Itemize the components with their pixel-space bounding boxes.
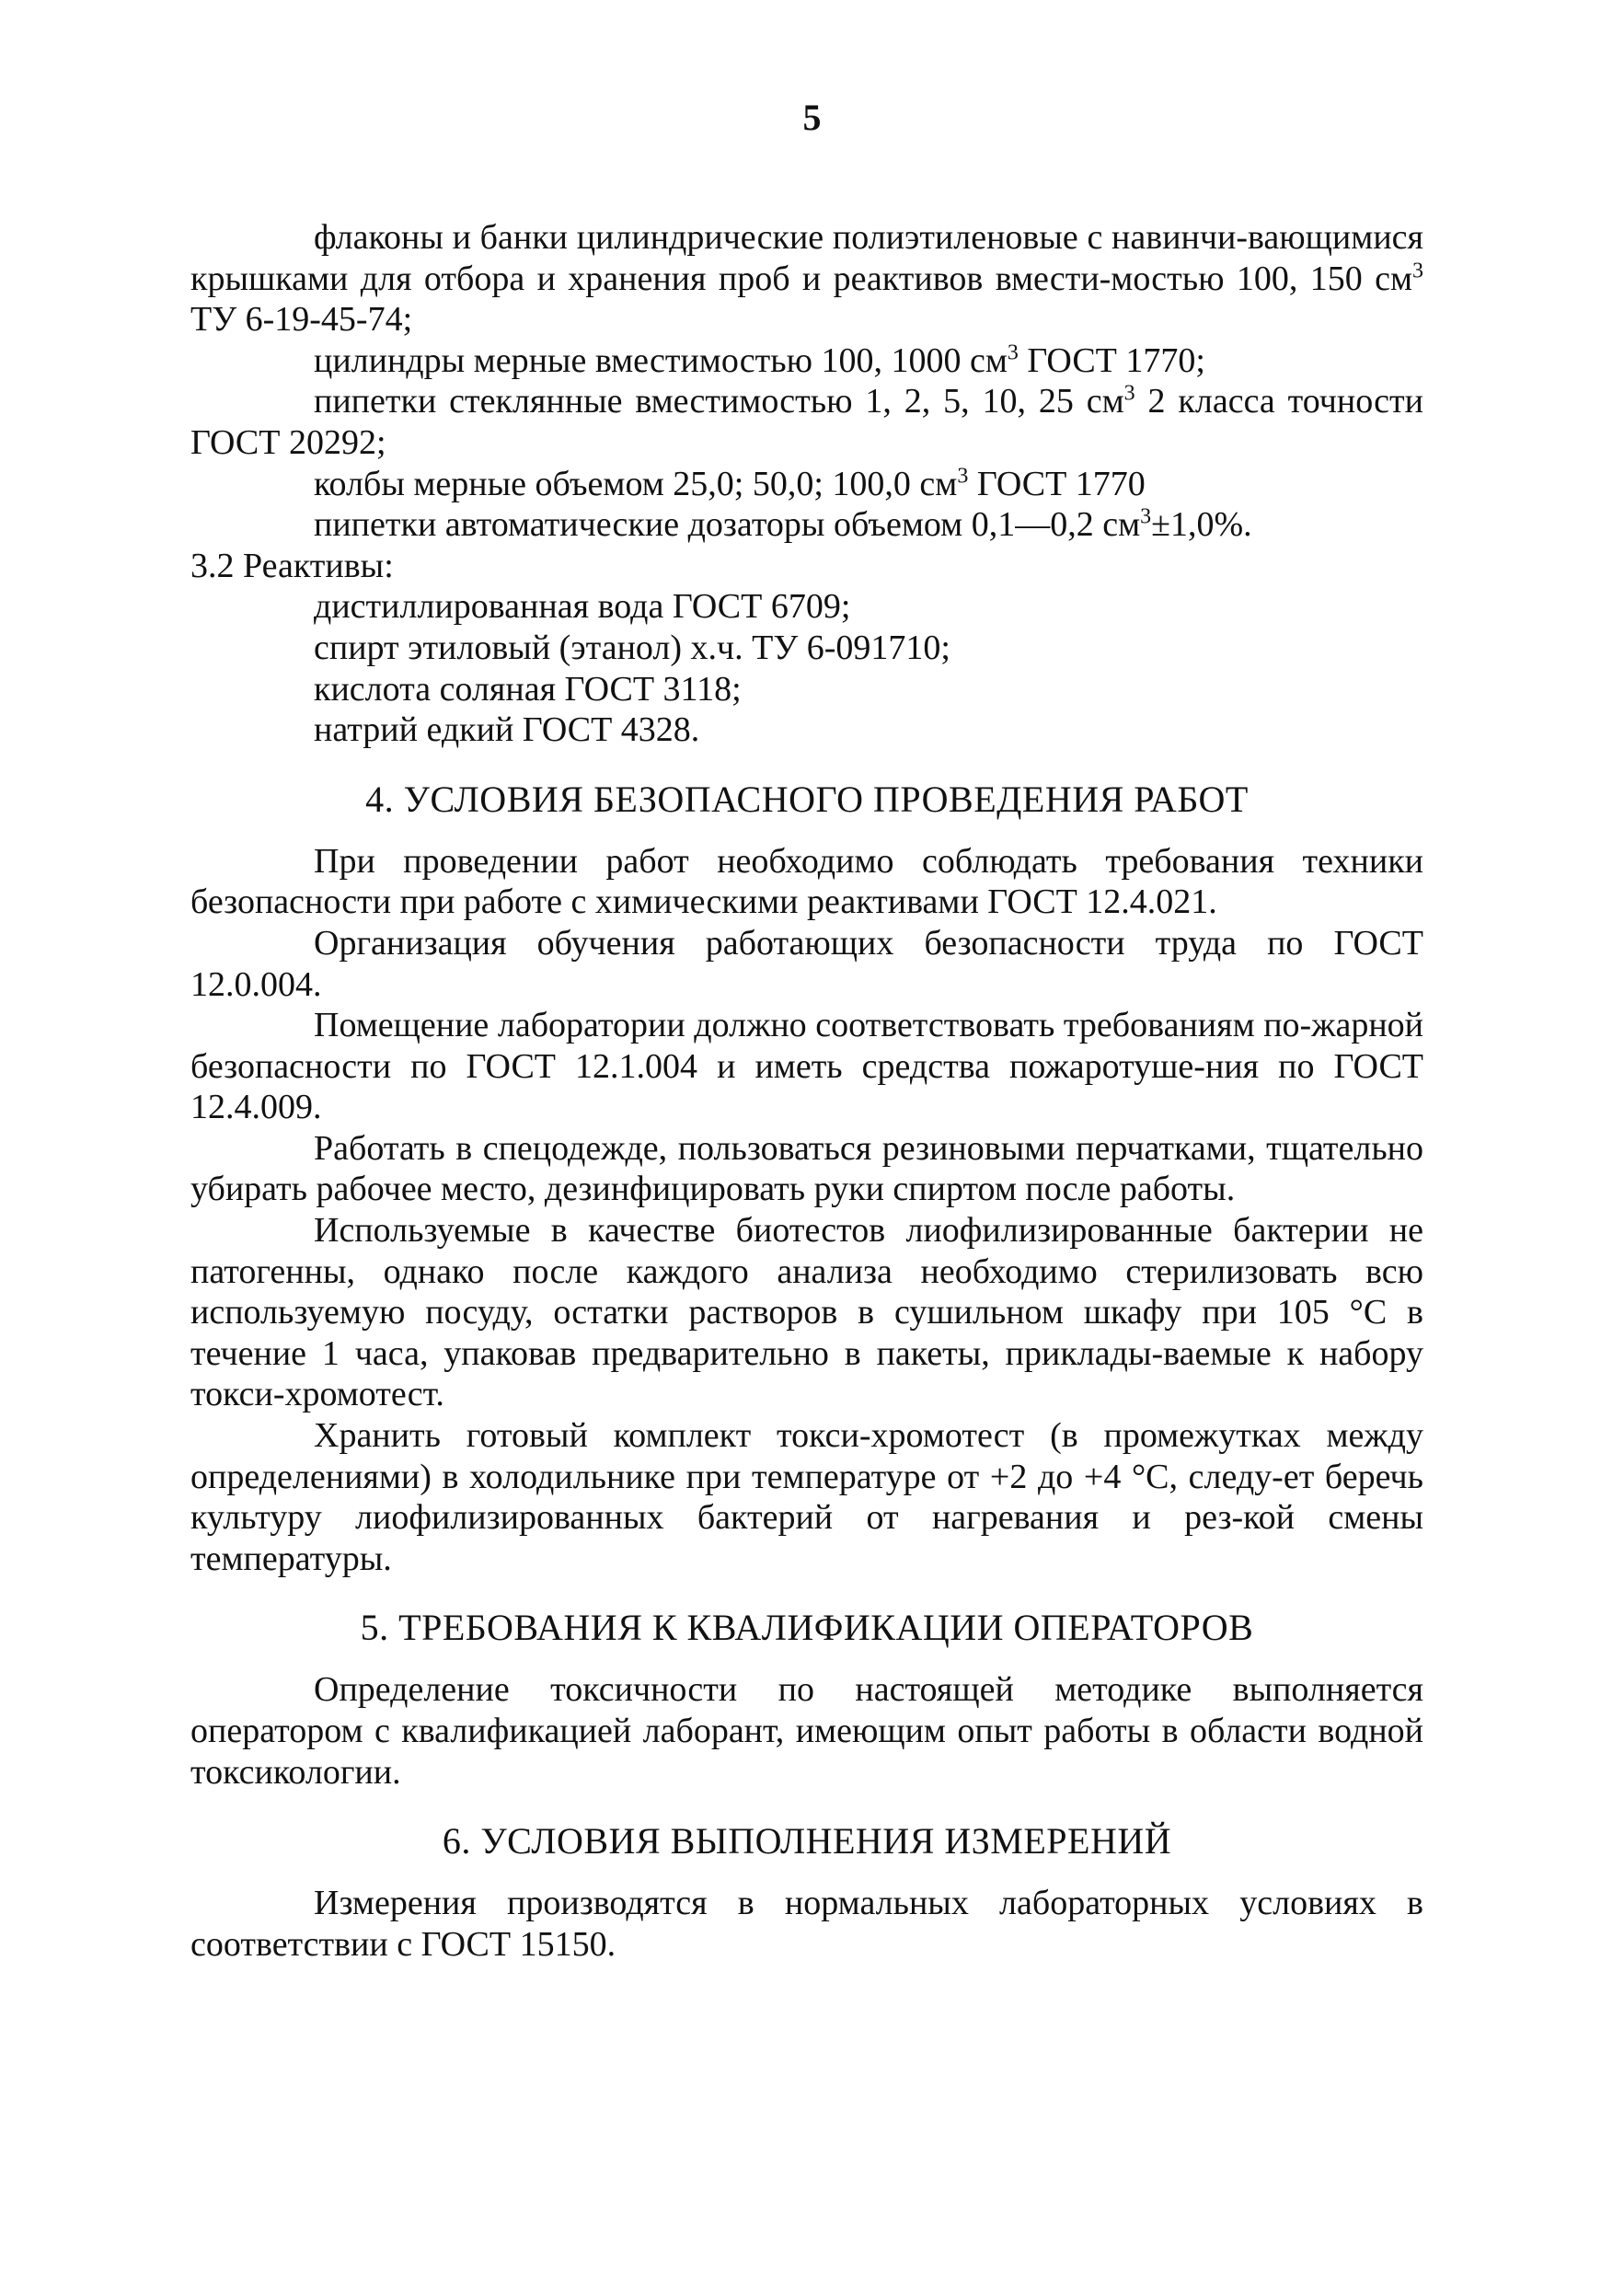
equipment-text: ТУ 6-19-45-74; [190,300,413,340]
section-4-paragraph: Организация обучения работающих безопасности труда по ГОСТ 12.0.004. [190,923,1423,1004]
reagent-item: кислота соляная ГОСТ 3118; [314,669,742,709]
equipment-text: ГОСТ 1770 [968,464,1146,503]
section-4-title: 4. УСЛОВИЯ БЕЗОПАСНОГО ПРОВЕДЕНИЯ РАБОТ [365,778,1249,820]
section-4-paragraph: Используемые в качестве биотестов лиофилизированные бактерии не патогенны, однако после каждого анализа необходимо стерилизовать всю используемую посуду, остатки растворов в сушильном шкафу при 105 °С в течение 1 часа, упаковав предварительно в пакеты, приклады-ваемые к набору токси-хромотест. [190,1211,1423,1414]
page-content [190,217,1423,1965]
section-5-title: 5. ТРЕБОВАНИЯ К КВАЛИФИКАЦИИ ОПЕРАТОРОВ [360,1607,1254,1649]
equipment-text: ГОСТ 1770; [1018,340,1205,380]
superscript: 3 [957,463,969,488]
section-6-paragraph: Измерения производятся в нормальных лабораторных условиях в соответствии с ГОСТ 15150. [190,1884,1423,1964]
equipment-text: колбы мерные объемом 25,0; 50,0; 100,0 см [314,464,958,503]
reagent-item: спирт этиловый (этанол) х.ч. ТУ 6-091710; [314,628,950,667]
equipment-item-flasks [190,464,1423,505]
reagent-item: натрий едкий ГОСТ 4328. [314,710,700,750]
reagent-item: дистиллированная вода ГОСТ 6709; [314,587,851,627]
superscript: 3 [1007,340,1019,365]
equipment-text: ±1,0%. [1151,505,1252,545]
section-5-paragraph: Определение токсичности по настоящей методике выполняется оператором с квалификацией лаборант, имеющим опыт работы в области водной токсикологии. [190,1670,1423,1792]
superscript: 3 [1140,504,1152,529]
equipment-item-cylinders [190,340,1423,382]
section-6-title: 6. УСЛОВИЯ ВЫПОЛНЕНИЯ ИЗМЕРЕНИЙ [442,1820,1172,1863]
section-4-paragraph: При проведении работ необходимо соблюдать требования техники безопасности при работе с химическими реактивами ГОСТ 12.4.021. [190,841,1423,922]
equipment-text: пипетки автоматические дозаторы объемом 0,1—0,2 см [314,505,1141,545]
reagents-heading: 3.2 Реактивы: [190,546,394,585]
equipment-text: флаконы и банки цилиндрические полиэтиленовые с навинчи-вающимися крышками для отбора и хранения проб и реактивов вмести-мостью 100, 150 см [190,218,1423,298]
section-4-paragraph: Хранить готовый комплект токси-хромотест (в промежутках между определениями) в холодильнике при температуре от +2 до +4 °С, следу-ет беречь культуру лиофилизированных бактерий от нагревания и рез-кой смены температуры. [190,1416,1423,1578]
section-4-paragraph: Работать в спецодежде, пользоваться резиновыми перчатками, тщательно убирать рабочее место, дезинфицировать руки спиртом после работы. [190,1128,1423,1209]
superscript: 3 [1123,381,1135,406]
section-4-paragraph: Помещение лаборатории должно соответствовать требованиям по-жарной безопасности по ГОСТ 12.1.004 и иметь средства пожаротуше-ния по ГОСТ 12.4.009. [190,1006,1423,1127]
equipment-text: 2 класса точности ГОСТ 20292; [190,382,1423,462]
equipment-text: цилиндры мерные вместимостью 100, 1000 см [314,340,1008,380]
equipment-text: пипетки стеклянные вместимостью 1, 2, 5, 10, 25 см [314,382,1124,421]
equipment-item-pipettes [190,381,1423,463]
equipment-item-dispensers [190,504,1423,546]
page-number: 5 [802,97,822,138]
equipment-item-bottles [190,217,1423,340]
superscript: 3 [1412,258,1423,283]
